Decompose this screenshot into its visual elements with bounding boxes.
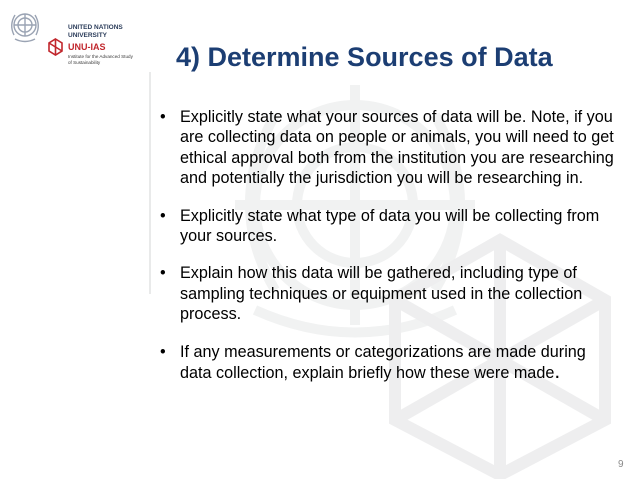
bullet-item <box>158 263 618 324</box>
bullet-text: Explain how this data will be gathered, including type of sampling techniques or equipment used in the collection process. <box>180 264 583 324</box>
bullet-text: If any measurements or categorizations are made during data collection, explain briefly how these were made <box>180 342 586 383</box>
bullet-item <box>158 342 618 384</box>
logo-tagline-line2: of Sustainability <box>68 59 101 65</box>
bullet-text: Explicitly state what your sources of data will be. Note, if you are collecting data on people or animals, you will need to get ethical approval both from the institution you are researching and potentially the jurisdiction you will be researching in. <box>180 108 614 188</box>
bullet-text-tail: . <box>554 360 561 384</box>
bullet-item <box>158 206 618 247</box>
bullet-dot: • <box>160 264 166 283</box>
bullet-text: Explicitly state what type of data you will be collecting from your sources. <box>180 206 600 246</box>
unu-ias-logo <box>8 10 133 70</box>
page-number: 9 <box>618 459 624 470</box>
logo-unit: UNU-IAS <box>68 42 106 52</box>
logo-org-line1: UNITED NATIONS <box>68 24 123 31</box>
bullet-dot: • <box>160 342 166 361</box>
bullet-dot: • <box>160 108 166 126</box>
slide-title: 4) Determine Sources of Data <box>176 42 553 72</box>
bullet-dot: • <box>160 206 166 225</box>
bullet-item <box>158 107 618 189</box>
logo-tagline <box>68 54 134 65</box>
logo-org-name <box>68 24 128 40</box>
bullet-list <box>158 107 618 383</box>
logo-tagline-line1: Institute for the Advanced Study <box>68 54 133 59</box>
unu-mark-icon <box>48 38 63 56</box>
un-emblem-icon <box>8 10 42 44</box>
logo-org-line2: UNIVERSITY <box>68 32 108 39</box>
side-rule <box>149 72 151 294</box>
